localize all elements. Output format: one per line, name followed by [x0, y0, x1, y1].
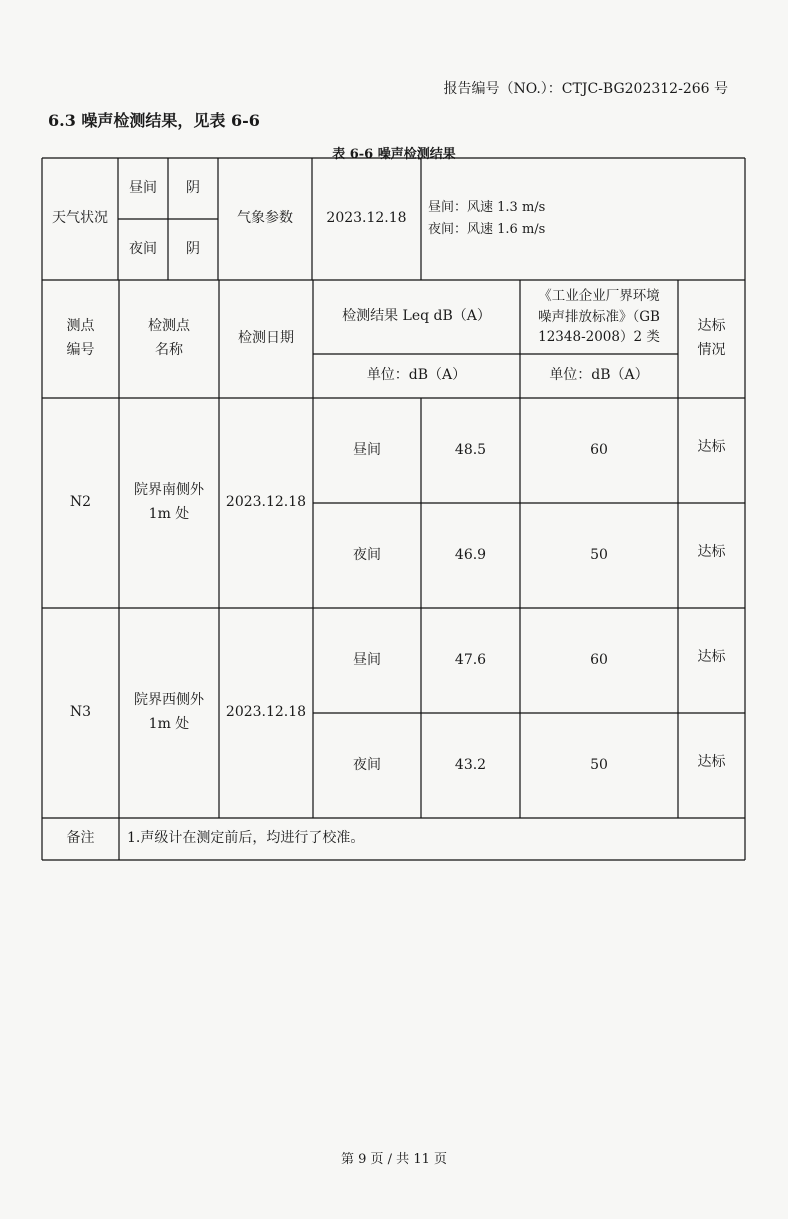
section-title: 6.3 噪声检测结果，见表 6-6	[48, 111, 260, 130]
row-n3-night-limit: 50	[590, 756, 608, 773]
row-n3-day-period: 昼间	[353, 651, 381, 668]
row-n3-day-value: 47.6	[454, 651, 487, 668]
header-result-unit: 单位：dB（A）	[366, 367, 467, 384]
row-n2-night-value: 46.9	[454, 546, 487, 563]
row-n2-day-limit: 60	[590, 441, 608, 458]
row-n3-night-status: 达标	[697, 754, 726, 770]
header-point-no: 测点 编号	[66, 318, 95, 358]
row-n3-day-limit: 60	[590, 651, 608, 668]
row-n3-night-period: 夜间	[353, 756, 381, 773]
header-standard-unit: 单位：dB（A）	[549, 367, 649, 384]
weather-label: 天气状况	[52, 210, 108, 227]
header-compliance: 达标 情况	[697, 318, 726, 358]
remark-label: 备注	[66, 830, 95, 847]
night-weather: 阴	[186, 240, 200, 257]
weather-date: 2023.12.18	[326, 210, 407, 227]
row-n2-night-status: 达标	[697, 544, 726, 560]
day-weather: 阴	[186, 179, 200, 196]
page-number: 第 9 页 / 共 11 页	[341, 1152, 447, 1167]
table-caption: 表 6-6 噪声检测结果	[332, 147, 456, 162]
header-point-name: 检测点 名称	[148, 318, 190, 358]
report-number: 报告编号（NO.）：CTJC-BG202312-266 号	[443, 81, 728, 97]
header-standard: 《工业企业厂界环境 噪声排放标准》（GB 12348-2008）2 类	[538, 287, 660, 346]
row-n3-day-status: 达标	[697, 649, 726, 665]
row-n3-night-value: 43.2	[454, 756, 487, 773]
meteo-label: 气象参数	[237, 210, 293, 227]
row-n3-name: 院界西侧外 1m 处	[134, 692, 204, 732]
row-n2-night-limit: 50	[590, 546, 608, 563]
row-n2-day-value: 48.5	[454, 441, 487, 458]
row-n2-night-period: 夜间	[353, 546, 381, 563]
row-n2-id: N2	[69, 494, 92, 511]
night-label: 夜间	[129, 240, 157, 257]
row-n2-day-status: 达标	[697, 439, 726, 455]
wind-speed: 昼间：风速 1.3 m/s 夜间：风速 1.6 m/s	[428, 199, 546, 237]
row-n2-day-period: 昼间	[353, 441, 381, 458]
remark-text: 1.声级计在测定前后，均进行了校准。	[127, 830, 365, 847]
row-n3-date: 2023.12.18	[225, 704, 307, 721]
header-result: 检测结果 Leq dB（A）	[342, 308, 491, 325]
header-date: 检测日期	[238, 330, 294, 347]
day-label: 昼间	[129, 179, 157, 196]
row-n2-name: 院界南侧外 1m 处	[134, 482, 204, 522]
row-n2-date: 2023.12.18	[225, 494, 307, 511]
row-n3-id: N3	[69, 704, 92, 721]
